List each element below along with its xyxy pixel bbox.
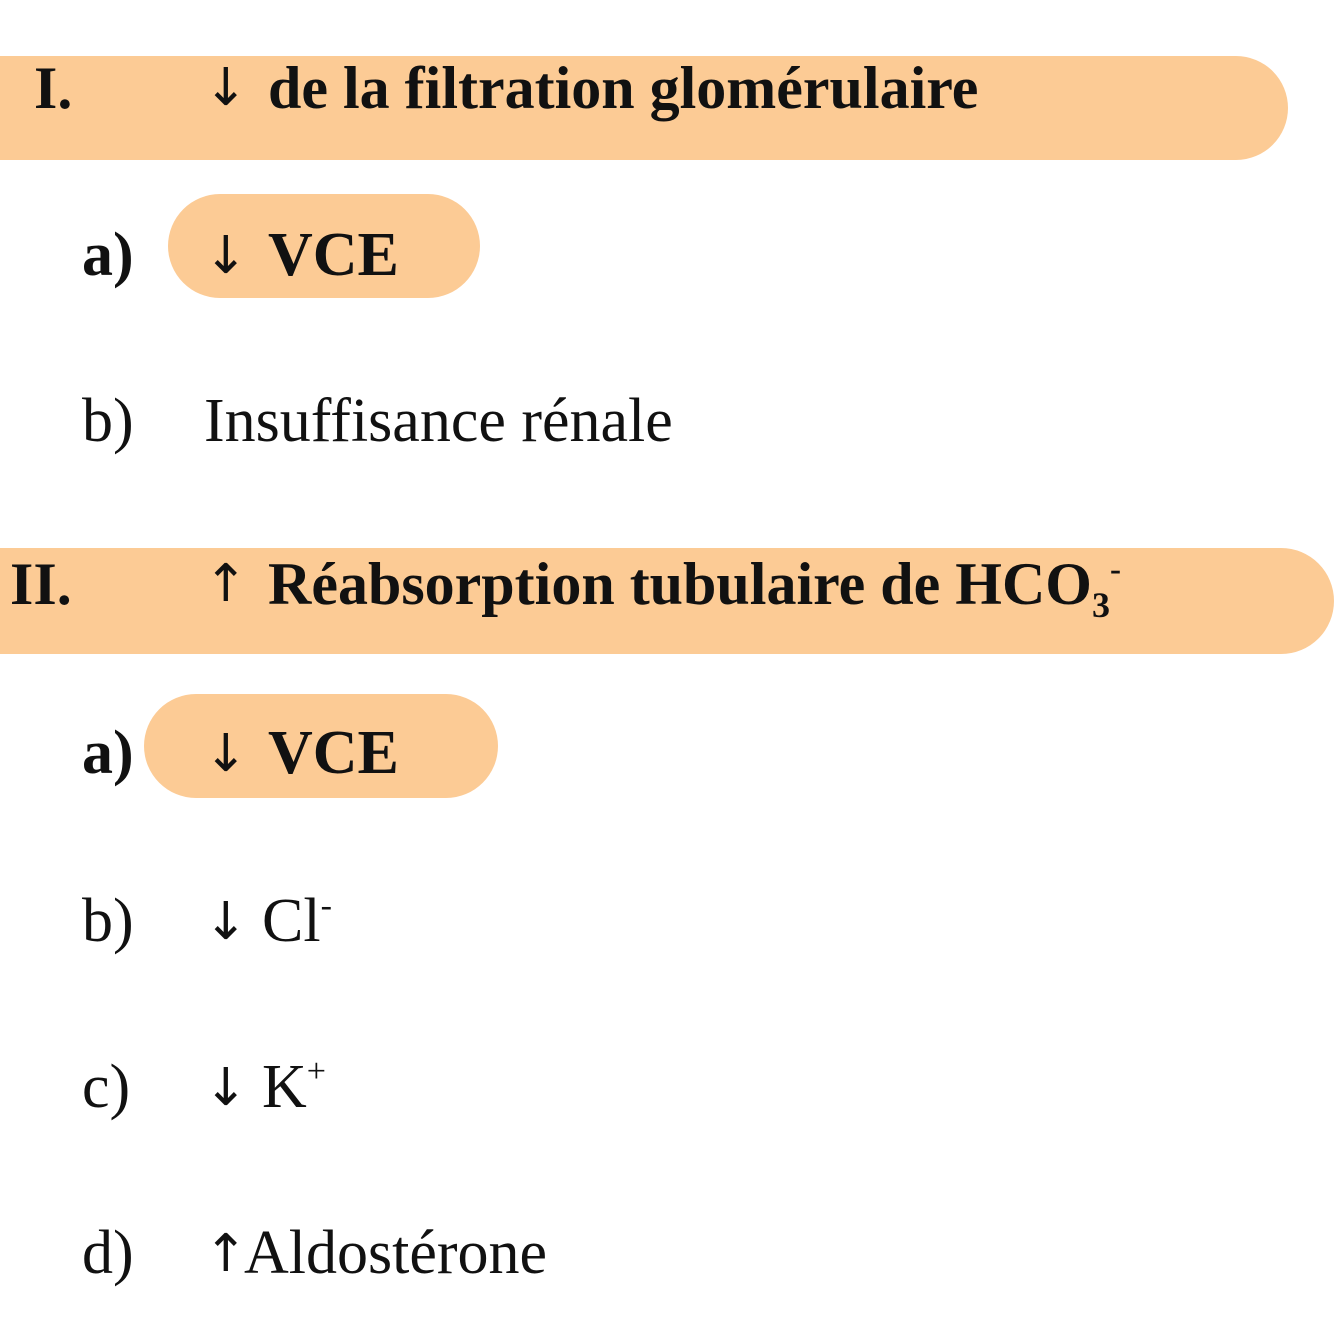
down-arrow-icon: ↓ <box>204 58 248 118</box>
item-letter: c) <box>82 1053 131 1121</box>
item-text: Aldostérone <box>244 1219 548 1287</box>
section-1-numeral: I. <box>34 55 73 121</box>
down-arrow-icon: ↓ <box>204 724 248 784</box>
down-arrow-icon: ↓ <box>204 226 248 286</box>
section-2-title-superscript: - <box>1109 551 1121 588</box>
item-text <box>262 1052 327 1121</box>
item-letter: a) <box>82 719 134 787</box>
section-1-title: de la filtration glomérulaire <box>268 55 979 121</box>
item-text-superscript: - <box>320 886 332 924</box>
item-letter: b) <box>82 887 134 955</box>
section-2-title <box>268 551 1121 625</box>
item-text: VCE <box>268 719 399 787</box>
down-arrow-icon: ↓ <box>204 892 248 952</box>
item-text-main: Cl <box>262 887 321 955</box>
item-text <box>262 886 332 955</box>
item-text-superscript: + <box>306 1052 327 1090</box>
section-2-title-subscript: 3 <box>1091 585 1110 625</box>
down-arrow-icon: ↓ <box>204 1058 248 1118</box>
section-2-title-text: Réabsorption tubulaire de HCO <box>268 551 1092 617</box>
item-letter: a) <box>82 221 134 289</box>
section-2-numeral: II. <box>10 551 72 617</box>
item-text-main: K <box>262 1053 307 1121</box>
up-arrow-icon: ↑ <box>204 554 248 614</box>
up-arrow-icon: ↑ <box>204 1224 248 1284</box>
item-letter: d) <box>82 1219 134 1287</box>
item-text: Insuffisance rénale <box>204 387 673 455</box>
item-letter: b) <box>82 387 134 455</box>
item-text: VCE <box>268 221 399 289</box>
